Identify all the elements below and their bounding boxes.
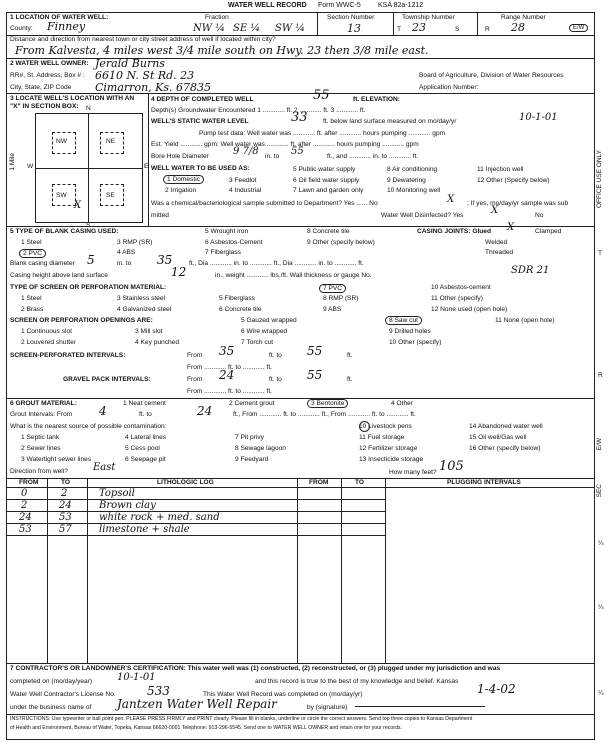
contam-other[interactable]: 16 Other (specify below) [469, 445, 541, 452]
casing-wrought[interactable]: 5 Wrought iron [205, 228, 249, 235]
water-well-record-form [6, 12, 595, 740]
blank-diameter-label: Blank casing diameter [10, 260, 75, 267]
record-date[interactable]: 1-4-02 [477, 682, 516, 696]
form-title: WATER WELL RECORD [228, 2, 307, 9]
contam-livestock[interactable]: 10 Livestock pens [359, 423, 412, 430]
gravel-from-value[interactable]: 24 [219, 368, 235, 382]
range-r: R [485, 26, 490, 33]
use-oilfield[interactable]: 6 Oil field water supply [293, 177, 360, 184]
ne-quadrant: NE [106, 138, 116, 145]
contam-insecticide[interactable]: 13 Insecticide storage [359, 456, 424, 463]
perf-wire[interactable]: 6 Wire wrapped [241, 328, 288, 335]
blank-rest: ft., Dia ............ in. to ............ ft., Dia ............ in. to ............ ft. [189, 260, 364, 267]
section-number-label: Section Number [327, 14, 375, 21]
sw-quadrant: SW [56, 192, 67, 199]
glued-mark[interactable]: X [507, 222, 515, 233]
casing-height-rest: in., weight ............ lbs./ft. Wall thickness or gauge No. [215, 272, 372, 279]
range-ew[interactable]: E/W [569, 24, 588, 32]
perf-gauzed[interactable]: 5 Gauzed wrapped [241, 317, 297, 324]
joints-threaded[interactable]: Threaded [485, 249, 514, 256]
section-4-label: 4 DEPTH OF COMPLETED WELL [151, 96, 254, 103]
ksa-ref: KSA 82a-1212 [378, 2, 424, 9]
log-row-to: 2 [61, 488, 68, 499]
screen-asbestos[interactable]: 10 Asbestos-cement [431, 284, 491, 291]
casing-concrete[interactable]: 8 Concrete tile [307, 228, 350, 235]
township-s: S [455, 26, 460, 33]
side-t: T [598, 250, 603, 257]
county-value[interactable]: Finney [47, 20, 86, 33]
township-label: Township Number [402, 14, 455, 21]
signature-line[interactable] [355, 696, 485, 707]
joints-welded[interactable]: Welded [485, 239, 508, 246]
perf-torch[interactable]: 7 Torch cut [241, 339, 274, 346]
pump-test-line: Pump test data: Well water was ............ ft. after ............ hours pumping ............ gpm [199, 130, 446, 137]
log-row-desc: white rock + med. sand [99, 512, 220, 523]
casing-steel[interactable]: 1 Steel [21, 239, 42, 246]
contam-sewer[interactable]: 2 Sewer lines [21, 445, 61, 452]
contam-privy[interactable]: 7 Pit privy [235, 434, 264, 441]
elevation-label: ft. ELEVATION: [353, 96, 401, 103]
bore-depth[interactable]: 55 [291, 146, 304, 157]
application-number-label: Application Number: [419, 84, 479, 91]
use-label: WELL WATER TO BE USED AS: [151, 165, 250, 172]
business-name-label: under the business name of [10, 704, 92, 711]
perf-continuous[interactable]: 1 Continuous slot [21, 328, 72, 335]
screen-stainless[interactable]: 3 Stainless steel [117, 295, 166, 302]
log-header-to: TO [61, 479, 71, 486]
use-injection[interactable]: 11 Injection well [477, 166, 524, 173]
casing-height-value[interactable]: 12 [171, 265, 187, 279]
use-ac[interactable]: 8 Air conditioning [387, 166, 438, 173]
grout-neat[interactable]: 1 Neat cement [123, 400, 166, 407]
openings-label: SCREEN OR PERFORATION OPENINGS ARE: [10, 317, 153, 324]
mitted-text: mitted [151, 212, 169, 219]
disinfected-question: Water Well Disinfected? Yes [381, 212, 464, 219]
city-value[interactable]: Cimarron, Ks. 67835 [95, 81, 211, 94]
east-label: E [144, 163, 149, 170]
county-label: County: [10, 25, 33, 32]
screen-galvanized[interactable]: 4 Galvanized steel [117, 306, 172, 313]
well-location-mark: X [74, 200, 82, 211]
blank-in-to: in. to [117, 260, 132, 267]
address-label: RR#, St. Address, Box # : [10, 72, 85, 79]
perf-mill[interactable]: 3 Mill slot [135, 328, 163, 335]
contam-watertight[interactable]: 3 Watertight sewer lines [21, 456, 92, 463]
perf-other[interactable]: 10 Other (specify) [389, 339, 442, 346]
casing-rmp[interactable]: 3 RMP (SR) [117, 239, 153, 246]
perf-louvered[interactable]: 2 Louvered shutter [21, 339, 76, 346]
contam-fuel[interactable]: 11 Fuel storage [359, 434, 405, 441]
contam-oilwell[interactable]: 15 Oil well/Gas well [469, 434, 527, 441]
se-quadrant: SE [106, 192, 115, 199]
use-monitoring[interactable]: 10 Monitoring well [387, 187, 441, 194]
grout-bentonite[interactable]: 3 Bentonite [307, 399, 348, 408]
use-domestic[interactable]: 1 Domestic [163, 175, 204, 184]
screen-brass[interactable]: 2 Brass [21, 306, 44, 313]
certification-completed-label: completed on (mo/day/year) [10, 678, 93, 685]
use-public[interactable]: 5 Public water supply [293, 166, 356, 173]
signature-label: by (signature) [307, 704, 348, 711]
use-irrigation[interactable]: 2 Irrigation [165, 187, 197, 194]
side-quarter-1: ¼ [598, 540, 604, 547]
north-label: N [86, 105, 91, 112]
perf-none[interactable]: 11 None (open hole) [495, 317, 555, 324]
fraction-2[interactable]: SE ¼ [233, 23, 261, 34]
log-row-desc: limestone + shale [99, 524, 190, 535]
screen-fiberglass[interactable]: 5 Fiberglass [219, 295, 255, 302]
screen-rmp[interactable]: 8 RMP (SR) [323, 295, 359, 302]
log-header-to-2: TO [355, 479, 365, 486]
contam-septic[interactable]: 1 Septic tank [21, 434, 60, 441]
screen-ft: ft. [347, 352, 353, 359]
side-sec: SEC [596, 484, 603, 498]
screen-from-label: From [187, 352, 203, 359]
log-header-from: FROM [19, 479, 39, 486]
log-header-plugging: PLUGGING INTERVALS [447, 479, 521, 486]
grout-to-value[interactable]: 24 [197, 404, 213, 418]
instructions-line-2: of Health and Environment, Bureau of Water, Topeka, Kansas 66620-0001 Telephone: 913-296-5545. Send one to WATER WELL OWNER and retain one for your records. [10, 725, 402, 731]
log-row-desc: Brown clay [99, 500, 156, 511]
grout-cement[interactable]: 2 Cement grout [229, 400, 275, 407]
direction-label: Distance and direction from nearest town or city street address of well if located within city? [10, 36, 276, 43]
form-number: Form WWC-5 [318, 2, 361, 9]
screen-pvc[interactable]: 7 PVC [319, 284, 346, 293]
static-level-label: WELL'S STATIC WATER LEVEL [151, 118, 249, 125]
office-use-label: OFFICE USE ONLY [596, 150, 603, 209]
casing-abs[interactable]: 4 ABS [117, 249, 136, 256]
business-name[interactable]: Jantzen Water Well Repair [117, 697, 277, 711]
screen-concrete[interactable]: 6 Concrete tile [219, 306, 262, 313]
screen-to-value[interactable]: 55 [307, 344, 323, 358]
range-value[interactable]: 28 [511, 21, 525, 34]
township-t: T [397, 26, 402, 33]
chem-sample-question: Was a chemical/bacteriological sample submitted to Department? Yes ...... No [151, 200, 378, 207]
bore-in-to: in. to [265, 153, 280, 160]
grout-intervals-label: Grout Intervals: From [10, 411, 73, 418]
yield-line: Est. Yield ............ gpm: Well water was ............ ft. after ............ hours pumping ............ gpm [151, 141, 419, 148]
certification-line-2b: and this record is true to the best of my knowledge and belief. Kansas [255, 678, 459, 685]
screen-other[interactable]: 11 Other (specify) [431, 295, 483, 302]
static-level-rest: ft. below land surface measured on mo/day/yr [323, 118, 457, 125]
use-feedlot[interactable]: 3 Feedlot [229, 177, 257, 184]
screen-intervals-label: SCREEN-PERFORATED INTERVALS: [10, 352, 126, 359]
log-row-from: 2 [21, 500, 28, 511]
south-label: S [86, 222, 91, 229]
disinfected-mark[interactable]: X [491, 205, 499, 216]
screen-none[interactable]: 12 None used (open hole) [431, 306, 508, 313]
well-depth-value[interactable]: 55 [313, 88, 330, 103]
fraction-1[interactable]: NW ¼ [193, 23, 225, 34]
gauge-value[interactable]: SDR 21 [511, 265, 550, 276]
side-ew: E/W [596, 438, 603, 451]
bore-diameter[interactable]: 9 7/8 [233, 146, 259, 157]
contamination-label: What is the nearest source of possible contamination: [10, 423, 167, 430]
city-label: City, State, ZIP Code [10, 84, 72, 91]
chem-sample-rest: ; If yes, mo/day/yr sample was sub [467, 200, 569, 207]
chem-sample-mark[interactable]: X [447, 194, 455, 205]
section-number[interactable]: 13 [347, 22, 361, 35]
fraction-label: Fraction [205, 14, 229, 21]
direction-value[interactable]: From Kalvesta, 4 miles west 3/4 mile south on Hwy. 23 then 3/8 mile east. [15, 44, 429, 57]
screen-steel[interactable]: 1 Steel [21, 295, 42, 302]
log-row-to: 24 [59, 500, 72, 511]
contam-abandoned[interactable]: 14 Abandoned water well [469, 423, 543, 430]
static-level-value[interactable]: 33 [291, 110, 308, 125]
contam-feedyard[interactable]: 9 Feedyard [235, 456, 269, 463]
bore-rest: ft., and ............ in. to ............ ft. [327, 153, 419, 160]
grout-from-value[interactable]: 4 [99, 404, 107, 418]
section-1-label: 1 LOCATION OF WATER WELL: [10, 14, 109, 21]
address-value[interactable]: 6610 N. St Rd. 23 [95, 69, 195, 82]
west-label: W [27, 163, 34, 170]
screen-abs[interactable]: 9 ABS [323, 306, 342, 313]
range-label: Range Number [501, 14, 546, 21]
contam-seepage[interactable]: 6 Seepage pit [125, 456, 166, 463]
casing-height-label: Casing height above land surface [10, 272, 108, 279]
perf-key[interactable]: 4 Key punched [135, 339, 179, 346]
blank-diameter-value[interactable]: 5 [87, 253, 95, 267]
blank-to-value[interactable]: 35 [157, 253, 173, 267]
record-completed-label: This Water Well Record was completed on (mo/day/yr) [203, 691, 363, 698]
direction-from-well-label: Direction from well? [10, 468, 68, 475]
bore-label: Bore Hole Diameter [151, 153, 209, 160]
gravel-intervals-label: GRAVEL PACK INTERVALS: [63, 376, 151, 383]
screen-row-2: From ............ ft. to ............ ft. [187, 364, 273, 371]
grout-other[interactable]: 4 Other [391, 400, 413, 407]
contam-fertilizer[interactable]: 12 Fertilizer storage [359, 445, 418, 452]
license-number[interactable]: 533 [147, 684, 170, 698]
joints-clamped[interactable]: Clamped [535, 228, 562, 235]
use-dewatering[interactable]: 9 Dewatering [387, 177, 426, 184]
side-r: R [598, 372, 603, 379]
license-label: Water Well Contractor's License No. [10, 691, 116, 698]
contam-cesspool[interactable]: 5 Cess pool [125, 445, 160, 452]
section-6-label: 6 GROUT MATERIAL: [10, 400, 77, 407]
gravel-ft: ft. [347, 376, 353, 383]
gravel-to-value[interactable]: 55 [307, 368, 323, 382]
grout-rest: ft., From ............ ft. to ............ ft., From ............ ft. to ............ ft. [233, 411, 416, 418]
direction-from-well-value[interactable]: East [93, 462, 116, 473]
gravel-from-label: From [187, 376, 203, 383]
grout-to-label: ft. to [139, 411, 152, 418]
log-row-to: 57 [59, 524, 72, 535]
perf-drilled[interactable]: 9 Drilled holes [389, 328, 431, 335]
fraction-3[interactable]: SW ¼ [275, 23, 305, 34]
contam-lateral[interactable]: 4 Lateral lines [125, 434, 167, 441]
contam-lagoon[interactable]: 8 Sewage lagoon [235, 445, 286, 452]
static-date[interactable]: 10-1-01 [519, 112, 558, 123]
board-text: Board of Agriculture, Division of Water Resources [419, 72, 564, 79]
screen-to-label: ft. to [269, 352, 282, 359]
how-many-feet-label: How many feet? [389, 469, 437, 476]
casing-asbestos[interactable]: 6 Asbestos-Cement [205, 239, 263, 246]
use-other[interactable]: 12 Other (Specify below) [477, 177, 550, 184]
side-quarter-2: ¼ [598, 604, 604, 611]
log-header-lithologic: LITHOLOGIC LOG [157, 479, 214, 486]
how-many-feet-value[interactable]: 105 [439, 459, 464, 474]
disinfected-no: No [535, 212, 544, 219]
nw-quadrant: NW [56, 138, 67, 145]
section-5-label: 5 TYPE OF BLANK CASING USED: [10, 228, 119, 235]
screen-material-label: TYPE OF SCREEN OR PERFORATION MATERIAL: [10, 284, 167, 291]
section-locator-box[interactable] [35, 113, 143, 223]
section-3-label: 3 LOCATE WELL'S LOCATION WITH AN "X" IN SECTION BOX: [10, 95, 135, 110]
log-row-from: 53 [19, 524, 32, 535]
gravel-to-label: ft. to [269, 376, 282, 383]
log-header-from-2: FROM [309, 479, 329, 486]
log-row-from: 0 [21, 488, 28, 499]
casing-other[interactable]: 9 Other (specify below) [307, 239, 375, 246]
log-row-desc: Topsoil [99, 488, 135, 499]
gravel-row-2: From ............ ft. to ............ ft. [187, 388, 273, 395]
perf-saw[interactable]: 8 Saw cut [385, 316, 422, 325]
log-row-from: 24 [19, 512, 32, 523]
screen-from-value[interactable]: 35 [219, 344, 235, 358]
instructions-line-1: INSTRUCTIONS: Use typewriter or ball point pen. PLEASE PRESS FIRMLY and PRINT clearly. Please fill in blanks, underline or circle the correct answers. Send top three copies to Kansas Department [10, 716, 473, 722]
one-mile-label: 1 Mile [9, 153, 16, 171]
use-lawn[interactable]: 7 Lawn and garden only [293, 187, 364, 194]
use-industrial[interactable]: 4 Industrial [229, 187, 262, 194]
certification-line-1: 7 CONTRACTOR'S OR LANDOWNER'S CERTIFICATION: This water well was (1) constructed, (2) reconstructed, or (3) plugged under my jurisdiction and was [10, 665, 501, 672]
joints-label: CASING JOINTS: Glued [417, 228, 492, 235]
township-value[interactable]: 23 [412, 21, 426, 34]
completion-date[interactable]: 10-1-01 [117, 672, 156, 683]
casing-pvc[interactable]: 2 PVC [19, 249, 46, 258]
log-row-to: 53 [59, 512, 72, 523]
owner-name[interactable]: Jerald Burns [95, 57, 165, 70]
groundwater-line: Depth(s) Groundwater Encountered 1 ............ ft. 2 ............ ft. 3 ............ ft. [151, 107, 366, 114]
casing-fiberglass[interactable]: 7 Fiberglass [205, 249, 241, 256]
side-quarter-3: ¼ [598, 690, 604, 697]
section-2-label: 2 WATER WELL OWNER: [10, 60, 89, 67]
